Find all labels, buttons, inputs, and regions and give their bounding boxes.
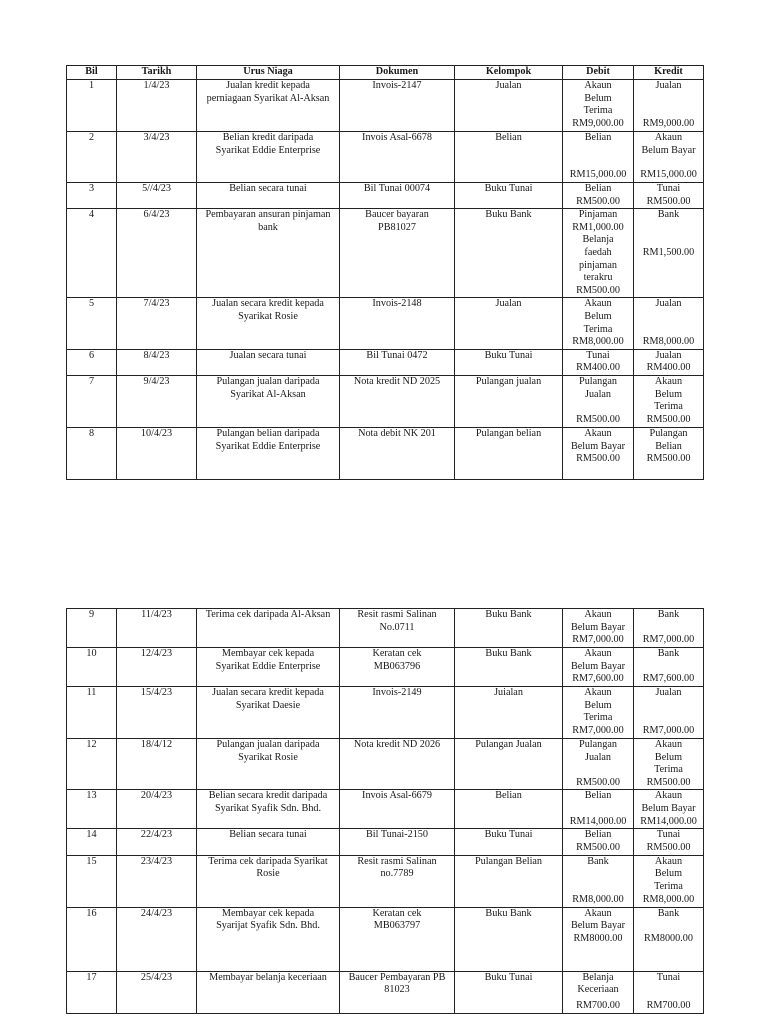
kredit-account: Bank RM1,500.00 <box>642 209 695 258</box>
debit-account: Akaun Belum Bayar RM8000.00 <box>570 907 626 944</box>
kredit-amount: RM700.00 <box>646 999 691 1011</box>
cell-urus-niaga: Membayar belanja keceriaan <box>197 971 340 1013</box>
cell-dokumen: Invois-2148 <box>340 298 455 349</box>
cell-tarikh: 7/4/23 <box>117 298 197 349</box>
cell-debit <box>563 132 634 183</box>
cell-debit <box>563 80 634 132</box>
cell-dokumen: Invois Asal-6679 <box>340 790 455 829</box>
debit-account: Akaun Belum Bayar <box>570 609 626 633</box>
kredit-amount: RM8,000.00 <box>642 336 695 348</box>
kredit-amount: RM400.00 <box>646 362 691 374</box>
table-row <box>67 829 704 855</box>
cell-kelompok: Jualan <box>455 80 563 132</box>
header-debit: Debit <box>563 66 634 80</box>
debit-amount: RM500.00 <box>576 284 620 296</box>
kredit-amount: RM500.00 <box>646 414 691 426</box>
cell-tarikh: 25/4/23 <box>117 971 197 1013</box>
cell-bil: 7 <box>67 375 117 427</box>
cell-urus-niaga: Pembayaran ansuran pinjaman bank <box>197 209 340 298</box>
cell-tarikh: 15/4/23 <box>117 687 197 739</box>
cell-urus-niaga: Belian kredit daripada Syarikat Eddie Enterprise <box>197 132 340 183</box>
cell-debit <box>563 648 634 687</box>
cell-dokumen: Nota debit NK 201 <box>340 427 455 479</box>
kredit-amount: RM9,000.00 <box>642 118 695 130</box>
cell-dokumen: Bil Tunai-2150 <box>340 829 455 855</box>
debit-amount: RM500.00 <box>576 776 620 788</box>
cell-bil: 16 <box>67 907 117 971</box>
cell-urus-niaga: Jualan kredit kepada perniagaan Syarikat Al-Aksan <box>197 80 340 132</box>
cell-kredit <box>634 375 704 427</box>
kredit-amount: RM14,000.00 <box>640 815 697 827</box>
cell-kredit <box>634 298 704 349</box>
cell-kelompok: Buku Bank <box>455 648 563 687</box>
cell-dokumen: Invois-2149 <box>340 687 455 739</box>
table-row <box>67 971 704 1013</box>
cell-debit <box>563 907 634 971</box>
debit-account: Pulangan Jualan <box>579 739 617 763</box>
cell-urus-niaga: Jualan secara kredit kepada Syarikat Daesie <box>197 687 340 739</box>
cell-tarikh: 10/4/23 <box>117 427 197 479</box>
kredit-account: Akaun Belum Bayar <box>641 132 696 156</box>
cell-debit <box>563 427 634 479</box>
cell-dokumen: Baucer bayaran PB81027 <box>340 209 455 298</box>
cell-tarikh: 3/4/23 <box>117 132 197 183</box>
debit-amount: RM8,000.00 <box>572 893 624 905</box>
header-kelompok: Kelompok <box>455 66 563 80</box>
cell-kelompok: Jualan <box>455 298 563 349</box>
cell-kelompok: Belian <box>455 790 563 829</box>
cell-kelompok: Pulangan jualan <box>455 375 563 427</box>
debit-account: Belian <box>584 183 612 194</box>
cell-tarikh: 23/4/23 <box>117 855 197 907</box>
debit-account: Akaun Belum Bayar RM500.00 <box>570 427 626 465</box>
cell-bil: 15 <box>67 855 117 907</box>
cell-kelompok: Buku Tunai <box>455 183 563 209</box>
ledger-table-2 <box>66 608 704 1014</box>
cell-kelompok: Buku Tunai <box>455 971 563 1013</box>
cell-debit <box>563 298 634 349</box>
cell-urus-niaga: Belian secara tunai <box>197 829 340 855</box>
cell-dokumen: Bil Tunai 00074 <box>340 183 455 209</box>
debit-account: Bank <box>587 855 609 867</box>
cell-debit <box>563 790 634 829</box>
table-row <box>67 375 704 427</box>
cell-dokumen: Resit rasmi Salinan no.7789 <box>340 855 455 907</box>
cell-tarikh: 6/4/23 <box>117 209 197 298</box>
cell-bil: 1 <box>67 80 117 132</box>
debit-amount: RM700.00 <box>576 999 620 1011</box>
cell-kredit <box>634 855 704 907</box>
kredit-account: Jualan <box>655 349 682 361</box>
kredit-account: Tunai <box>656 829 681 841</box>
kredit-account: Akaun Belum Terima <box>654 375 683 413</box>
cell-dokumen: Keratan cek MB063796 <box>340 648 455 687</box>
cell-dokumen: Nota kredit ND 2026 <box>340 739 455 790</box>
cell-bil: 8 <box>67 427 117 479</box>
cell-debit <box>563 375 634 427</box>
cell-kredit <box>634 907 704 971</box>
cell-dokumen: Keratan cek MB063797 <box>340 907 455 971</box>
cell-bil: 3 <box>67 183 117 209</box>
table-row <box>67 80 704 132</box>
debit-account: Akaun Belum Terima <box>583 80 613 117</box>
debit-account: Pulangan Jualan <box>579 375 617 400</box>
debit-amount: RM7,000.00 <box>572 634 624 646</box>
debit-amount: RM14,000.00 <box>569 815 627 827</box>
debit-amount: RM7,600.00 <box>572 673 624 685</box>
kredit-account: Tunai <box>656 183 681 194</box>
kredit-account: Akaun Belum Terima <box>654 855 683 892</box>
cell-bil: 14 <box>67 829 117 855</box>
kredit-amount: RM500.00 <box>646 195 691 207</box>
cell-bil: 6 <box>67 349 117 375</box>
debit-amount: RM400.00 <box>576 362 620 374</box>
cell-kredit <box>634 648 704 687</box>
cell-tarikh: 24/4/23 <box>117 907 197 971</box>
cell-dokumen: Invois Asal-6678 <box>340 132 455 183</box>
cell-tarikh: 8/4/23 <box>117 349 197 375</box>
kredit-account: Jualan <box>655 687 682 698</box>
debit-account: Belian <box>584 132 612 143</box>
cell-urus-niaga: Jualan secara tunai <box>197 349 340 375</box>
header-bil: Bil <box>67 66 117 80</box>
debit-account: Pinjaman RM1,000.00 Belanja faedah pinjaman terakru <box>572 209 624 284</box>
cell-kelompok: Pulangan belian <box>455 427 563 479</box>
table-row <box>67 687 704 739</box>
cell-urus-niaga: Membayar cek kepada Syarikat Eddie Enterprise <box>197 648 340 687</box>
cell-bil: 17 <box>67 971 117 1013</box>
cell-tarikh: 20/4/23 <box>117 790 197 829</box>
table-row <box>67 183 704 209</box>
cell-kelompok: Buku Tunai <box>455 829 563 855</box>
header-urus-niaga: Urus Niaga <box>197 66 340 80</box>
debit-account: Belanja Keceriaan <box>577 971 619 996</box>
cell-urus-niaga: Terima cek daripada Syarikat Rosie <box>197 855 340 907</box>
kredit-account: Bank <box>657 609 680 620</box>
header-tarikh: Tarikh <box>117 66 197 80</box>
debit-amount: RM500.00 <box>576 195 620 207</box>
table-row <box>67 209 704 298</box>
cell-bil: 2 <box>67 132 117 183</box>
cell-tarikh: 12/4/23 <box>117 648 197 687</box>
debit-account: Tunai <box>586 349 610 361</box>
cell-dokumen: Bil Tunai 0472 <box>340 349 455 375</box>
kredit-amount: RM7,600.00 <box>642 673 695 685</box>
cell-kredit <box>634 80 704 132</box>
cell-debit <box>563 971 634 1013</box>
cell-debit <box>563 855 634 907</box>
table-row <box>67 907 704 971</box>
cell-debit <box>563 183 634 209</box>
cell-kelompok: Belian <box>455 132 563 183</box>
debit-amount: RM7,000.00 <box>572 725 624 737</box>
cell-kredit <box>634 790 704 829</box>
header-kredit: Kredit <box>634 66 704 80</box>
cell-bil: 9 <box>67 609 117 648</box>
cell-dokumen: Invois-2147 <box>340 80 455 132</box>
cell-kelompok: Buku Tunai <box>455 349 563 375</box>
cell-bil: 10 <box>67 648 117 687</box>
cell-kelompok: Buku Bank <box>455 907 563 971</box>
kredit-account: Bank <box>657 648 680 659</box>
debit-account: Akaun Belum Terima <box>583 687 613 724</box>
cell-tarikh: 18/4/12 <box>117 739 197 790</box>
cell-kelompok: Juialan <box>455 687 563 739</box>
cell-urus-niaga: Membayar cek kepada Syarijat Syafik Sdn. Bhd. <box>197 907 340 971</box>
kredit-account: Akaun Belum Terima <box>654 739 683 776</box>
table-row <box>67 609 704 648</box>
debit-amount: RM15,000.00 <box>569 169 627 181</box>
cell-kredit <box>634 349 704 375</box>
cell-bil: 5 <box>67 298 117 349</box>
debit-amount: RM9,000.00 <box>572 118 624 130</box>
kredit-amount: RM15,000.00 <box>640 169 697 181</box>
cell-kredit <box>634 609 704 648</box>
cell-urus-niaga: Belian secara tunai <box>197 183 340 209</box>
kredit-amount: RM7,000.00 <box>642 725 695 737</box>
cell-kredit <box>634 183 704 209</box>
table-row <box>67 648 704 687</box>
cell-tarikh: 22/4/23 <box>117 829 197 855</box>
ledger-table-1 <box>66 65 704 480</box>
cell-kelompok: Pulangan Jualan <box>455 739 563 790</box>
table-row <box>67 855 704 907</box>
cell-dokumen: Resit rasmi Salinan No.0711 <box>340 609 455 648</box>
cell-debit <box>563 687 634 739</box>
kredit-amount: RM7,000.00 <box>642 634 695 646</box>
cell-tarikh: 11/4/23 <box>117 609 197 648</box>
debit-account: Akaun Belum Terima <box>583 298 613 335</box>
debit-amount: RM500.00 <box>576 414 620 426</box>
cell-debit <box>563 739 634 790</box>
kredit-amount: RM8,000.00 <box>642 893 695 905</box>
cell-urus-niaga: Terima cek daripada Al-Aksan <box>197 609 340 648</box>
cell-bil: 12 <box>67 739 117 790</box>
kredit-account: Akaun Belum Bayar <box>641 790 696 814</box>
cell-debit <box>563 829 634 855</box>
table-row <box>67 132 704 183</box>
table-row <box>67 349 704 375</box>
cell-kredit <box>634 971 704 1013</box>
debit-account: Akaun Belum Bayar <box>570 648 626 672</box>
cell-debit <box>563 609 634 648</box>
table-row <box>67 427 704 479</box>
debit-account: Belian <box>584 829 612 841</box>
cell-kredit <box>634 209 704 298</box>
debit-amount: RM500.00 <box>576 841 620 853</box>
cell-kredit <box>634 427 704 479</box>
cell-kredit <box>634 829 704 855</box>
cell-kelompok: Pulangan Belian <box>455 855 563 907</box>
kredit-account: Pulangan Belian RM500.00 <box>646 427 691 465</box>
cell-bil: 11 <box>67 687 117 739</box>
table-header-row <box>67 66 704 80</box>
cell-tarikh: 1/4/23 <box>117 80 197 132</box>
cell-dokumen: Baucer Pembayaran PB 81023 <box>340 971 455 1013</box>
cell-tarikh: 5//4/23 <box>117 183 197 209</box>
cell-kredit <box>634 132 704 183</box>
cell-bil: 4 <box>67 209 117 298</box>
kredit-account: Bank RM8000.00 <box>644 907 693 944</box>
cell-urus-niaga: Jualan secara kredit kepada Syarikat Rosie <box>197 298 340 349</box>
cell-debit <box>563 209 634 298</box>
cell-urus-niaga: Belian secara kredit daripada Syarikat Syafik Sdn. Bhd. <box>197 790 340 829</box>
kredit-amount: RM500.00 <box>646 776 691 788</box>
debit-amount: RM8,000.00 <box>572 336 624 348</box>
table-row <box>67 298 704 349</box>
debit-account: Belian <box>584 790 612 802</box>
cell-kredit <box>634 687 704 739</box>
cell-kelompok: Buku Bank <box>455 209 563 298</box>
cell-tarikh: 9/4/23 <box>117 375 197 427</box>
header-dokumen: Dokumen <box>340 66 455 80</box>
kredit-account: Jualan <box>655 298 682 310</box>
table-row <box>67 790 704 829</box>
cell-kelompok: Buku Bank <box>455 609 563 648</box>
table-row <box>67 739 704 790</box>
cell-urus-niaga: Pulangan jualan daripada Syarikat Al-Aksan <box>197 375 340 427</box>
cell-kredit <box>634 739 704 790</box>
kredit-account: Jualan <box>655 80 682 91</box>
cell-urus-niaga: Pulangan belian daripada Syarikat Eddie Enterprise <box>197 427 340 479</box>
cell-dokumen: Nota kredit ND 2025 <box>340 375 455 427</box>
cell-debit <box>563 349 634 375</box>
cell-urus-niaga: Pulangan jualan daripada Syarikat Rosie <box>197 739 340 790</box>
kredit-amount: RM500.00 <box>646 841 691 853</box>
cell-bil: 13 <box>67 790 117 829</box>
kredit-account: Tunai <box>656 971 681 983</box>
